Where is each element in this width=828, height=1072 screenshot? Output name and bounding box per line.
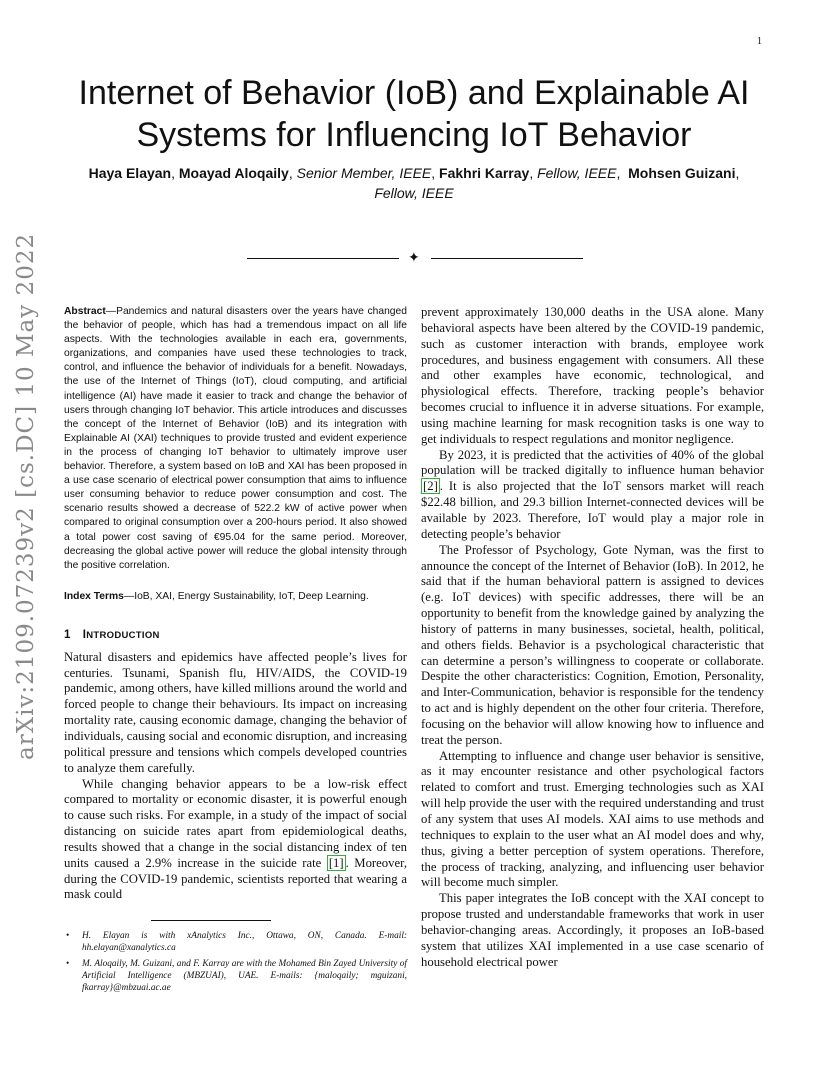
divider-line [247,258,399,259]
author-name: Haya Elayan [88,165,172,181]
paragraph-text: . Moreover, during the COVID-19 pandemic, scientists reported that wearing a mask could [64,855,407,902]
abstract-label: Abstract [64,306,106,317]
section-title-rest: NTRODUCTION [86,629,160,641]
author-role: Senior Member, IEEE [296,165,432,181]
author-list: Haya Elayan, Moayad Aloqaily, Senior Member, IEEE, Fakhri Karray, Fellow, IEEE, Mohsen Guizani, Fellow, IEEE [88,165,740,201]
divider-diamond: ✦ [408,250,420,266]
footnote: • H. Elayan is with xAnalytics Inc., Ottawa, ON, Canada. E-mail: hh.elayan@xanalytics.ca [64,930,407,954]
paragraph-text: While changing behavior appears to be a low-risk effect compared to mortality or economic disaster, it is powerful enough to cause such risks. For example, in a study of the impact of social distancing on suicide rates apart from epidemiological deaths, results showed that a change in the social distancing index of ten units caused a 2.9% increase in the suicide rate [64,776,407,870]
citation-link[interactable]: [2] [423,479,438,494]
author-name: Mohsen Guizani [628,165,736,181]
divider-line [431,258,583,259]
body-paragraph [64,777,407,904]
body-paragraph: The Professor of Psychology, Gote Nyman, was the first to announce the concept of the Internet of Behavior (IoB). In 2012, he said that if the human behavioral pattern is assigned to devices (e.g. IoT devices) with specific addresses, there will be an opportunity to benefit from the knowledge gained by analyzing the history of patterns in many businesses, societal, health, political, and others fields. Behavior is a psychological characteristic that can determine a person’s willingness to cooperate or collaborate. Despite the other characteristics: Cognition, Emotion, Personality, and Inter-Communication, behavior is responsible for the tendency to act and is highly dependent on the other four criteria. Therefore, focusing on the behavior will allow knowing how to influence and treat the person. [421,542,764,747]
index-terms [64,590,407,604]
title-divider [247,252,583,264]
footnotes [64,930,407,994]
paper-title: Internet of Behavior (IoB) and Explainable AI Systems for Influencing IoT Behavior [78,74,750,154]
section-title-initial: I [82,628,87,641]
footnote-rule [151,920,271,921]
abstract-text: —Pandemics and natural disasters over the years have changed the behavior of people, which has had a tremendous impact on all life aspects. With the technologies available in each era, governments, organizations, and companies have used these technologies to track, control, and influence the behavior of individuals for a benefit. Nowadays, the use of the Internet of Things (IoT), cloud computing, and artificial intelligence (AI) have made it easier to track and change the behavior of users through changing IoT behavior. This article introduces and discusses the concept of the Internet of Behavior (IoB) and its integration with Explainable AI (XAI) techniques to provide trusted and evident experience in the process of changing IoT behavior to ultimately improve user behavior. Therefore, a system based on IoB and XAI has been proposed in a use case scenario of electrical power consumption that aims to influence user consuming behavior to reduce power consumption and cost. The scenario results showed a decrease of 522.2 kW of active power when compared to original consumption over a 200-hours period. It also showed a total power cost saving of €95.04 for the same period. Moreover, decreasing the global active power will reduce the global intensity through the positive correlation. [64,306,407,571]
author-name: Fakhri Karray [439,165,530,181]
right-column [421,305,764,970]
body-paragraph: This paper integrates the IoB concept with the XAI concept to propose trusted and understandable frameworks that work in user behavior-changing areas. Accordingly, it proposes an IoB-based system that utilizes XAI implemented in a use case scenario of household electrical power [421,891,764,969]
index-terms-label: Index Terms [64,590,124,602]
body-paragraph: Attempting to influence and change user behavior is sensitive, as it may encounter resistance and other psychological factors related to comfort and trust. Emerging technologies such as XAI will help provide the user with the required understanding and trust of any system that uses AI models. XAI aims to use methods and techniques to explain to the user what an AI model does and why, thus, giving a better perception of system operations. Therefore, the process of tracking, analyzing, and influencing user behavior will become much simpler. [421,748,764,890]
body-paragraph: prevent approximately 130,000 deaths in the USA alone. Many behavioral aspects have been altered by the COVID-19 pandemic, such as customer interaction with brands, employee work procedures, and business engagement with consumers. All these and other examples have economic, technological, and physiological effects. Therefore, tracking people’s behavior becomes crucial to influence it in adverse situations. For example, using machine learning for mask recognition tasks is one way to get individuals to respect regulations and monitor negligence. [421,305,764,446]
author-name: Moayad Aloqaily [178,165,289,181]
citation-link[interactable]: [1] [328,855,344,870]
index-terms-text: —IoB, XAI, Energy Sustainability, IoT, Deep Learning. [123,590,369,602]
page-number: 1 [757,36,762,47]
body-paragraph [421,448,764,543]
author-role: Fellow, IEEE [374,185,454,201]
author-role: Fellow, IEEE [537,165,617,181]
paragraph-text: . It is also projected that the IoT sensors market will reach $22.48 billion, and 29.3 billion Internet-connected devices will be available by 2023. Therefore, IoT would play a major role in detecting people’s behavior [421,479,764,541]
section-heading [64,628,407,643]
arxiv-stamp: arXiv:2109.07239v2 [cs.DC] 10 May 2022 [13,232,39,760]
body-paragraph: Natural disasters and epidemics have affected people’s lives for centuries. Tsunami, Spanish flu, HIV/AIDS, the COVID-19 pandemic, among others, have killed millions around the world and forced people to change their behaviours. Its impact on increasing mortality rate, causing economic damage, changing the behavior of individuals, causing social and economic disruption, and increasing political pressure and tensions which compels developed countries to analyze them carefully. [64,649,407,775]
abstract [64,305,407,573]
section-number: 1 [64,628,71,641]
footnote: • M. Aloqaily, M. Guizani, and F. Karray are with the Mohamed Bin Zayed University of Artificial Intelligence (MBZUAI), UAE. E-mails: {maloqaily; mguizani, fkarray}@mbzuai.ac.ae [64,958,407,995]
paragraph-text: By 2023, it is predicted that the activities of 40% of the global population will be tracked digitally to influence human behavior [421,447,764,478]
left-column [64,305,407,997]
